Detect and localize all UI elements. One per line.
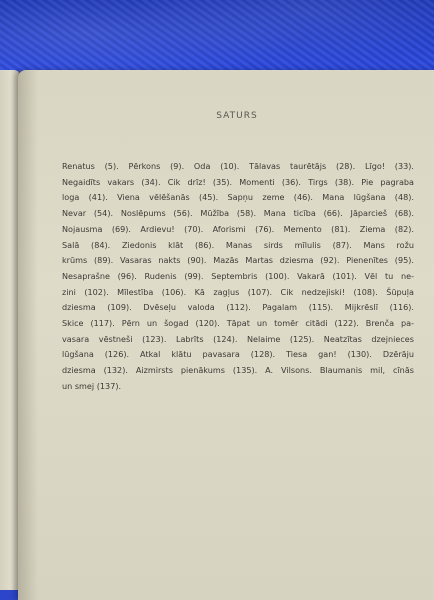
toc-line: zini (102). Mīlestība (106). Kā zagļus (107). Cik nedzejiski! (108). Šūpuļa: [62, 286, 414, 297]
toc-line: krūms (89). Vasaras nakts (90). Mazās Martas dziesma (92). Pienenītes (95).: [62, 255, 414, 266]
page-gutter-shadow: [18, 70, 38, 600]
toc-line: dziesma (132). Aizmirsts pienākums (135). A. Vilsons. Blaumanis mil, cīnās: [62, 365, 414, 376]
toc-line: Renatus (5). Pērkons (9). Oda (10). Tālavas taurētājs (28). Līgo! (33).: [62, 161, 414, 171]
toc-line: un smej (137).: [62, 380, 122, 391]
page-title: SATURS: [216, 111, 258, 121]
table-of-contents: [62, 159, 414, 395]
toc-line: Nevar (54). Noslēpums (56). Mūžība (58). Mana ticība (66). Jāparcieš (68).: [62, 208, 414, 219]
toc-line: Negaidīts vakars (34). Cik drīz! (35). Momenti (36). Tirgs (38). Pie pagraba: [62, 176, 414, 187]
toc-line: loga (41). Viena vēlēšanās (45). Sapņu zeme (46). Mana lūgšana (48).: [62, 192, 414, 203]
toc-line: lūgšana (126). Atkal klātu pavasara (128). Tiesa gan! (130). Dzērāju: [62, 349, 414, 360]
toc-line: vasara vēstneši (123). Labrīts (124). Nelaime (125). Neatzītas dzejnieces: [62, 333, 414, 344]
toc-line: Salā (84). Ziedonis klāt (86). Manas sirds mīlulis (87). Mans rožu: [62, 239, 414, 250]
toc-line: dziesma (109). Dvēseļu valoda (112). Pagalam (115). Mijkrēslī (116).: [62, 302, 414, 313]
toc-line: Nesaprašne (96). Rudenis (99). Septembris (100). Vakarā (101). Vēl tu ne-: [62, 270, 414, 281]
toc-line: Skice (117). Pērn un šogad (120). Tāpat un tomēr citādi (122). Brenča pa-: [62, 318, 414, 329]
toc-line: Nojausma (69). Ardievu! (70). Aforismi (76). Memento (81). Ziema (82).: [62, 223, 414, 234]
adjacent-page-edge: [0, 70, 20, 590]
